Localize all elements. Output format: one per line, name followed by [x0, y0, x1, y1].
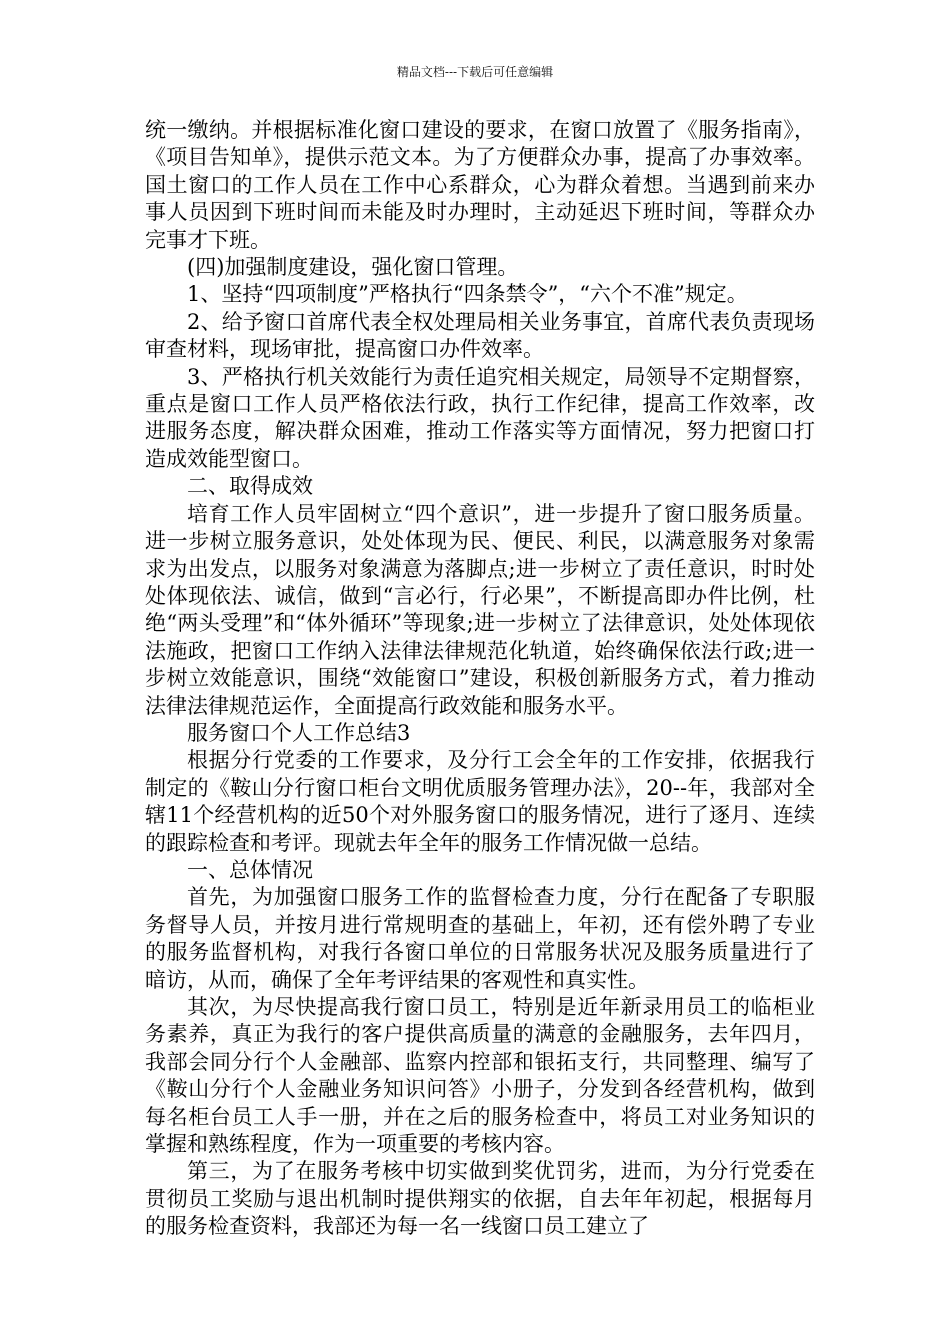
paragraph: 首先，为加强窗口服务工作的监督检查力度，分行在配备了专职服务督导人员，并按月进行常规明查的基础上，年初，还有偿外聘了专业的服务监督机构，对我行各窗口单位的日常服务状况及服务质量进行了暗访，从而，确保了全年考评结果的客观性和真实性。 — [145, 885, 815, 992]
paragraph: 其次，为尽快提高我行窗口员工，特别是近年新录用员工的临柜业务素养，真正为我行的客户提供高质量的满意的金融服务，去年四月，我部会同分行个人金融部、监察内控部和银拓支行，共同整理、编写了《鞍山分行个人金融业务知识问答》小册子，分发到各经营机构，做到每名柜台员工人手一册，并在之后的服务检查中，将员工对业务知识的掌握和熟练程度，作为一项重要的考核内容。 — [145, 995, 815, 1157]
section-heading: 二、取得成效 — [187, 474, 313, 499]
page-header: 精品文档---下载后可任意编辑 — [396, 65, 554, 79]
document-title: 服务窗口个人工作总结3 — [187, 720, 411, 745]
section-heading: (四)加强制度建设，强化窗口管理。 — [187, 255, 519, 280]
paragraph: 统一缴纳。并根据标准化窗口建设的要求，在窗口放置了《服务指南》，《项目告知单》，提供示范文本。为了方便群众办事，提高了办事效率。国土窗口的工作人员在工作中心系群众，心为群众着想。当遇到前来办事人员因到下班时间而未能及时办理时，主动延迟下班时间，等群众办完事才下班。 — [145, 118, 815, 252]
paragraph: 培育工作人员牢固树立“四个意识”，进一步提升了窗口服务质量。进一步树立服务意识，处处体现为民、便民、利民，以满意服务对象需求为出发点，以服务对象满意为落脚点;进一步树立了责任意识，时时处处体现依法、诚信，做到“言必行，行必果”，不断提高即办件比例，杜绝“两头受理”和“体外循环”等现象;进一步树立了法律意识，处处体现依法施政，把窗口工作纳入法律法律规范化轨道，始终确保依法行政;进一步树立效能意识，围绕“效能窗口”建设，积极创新服务方式，着力推动法律法律规范运作，全面提高行政效能和服务水平。 — [145, 501, 815, 718]
paragraph: 根据分行党委的工作要求，及分行工会全年的工作安排，依据我行制定的《鞍山分行窗口柜台文明优质服务管理办法》，20--年，我部对全辖11个经营机构的近50个对外服务窗口的服务情况，进行了逐月、连续的跟踪检查和考评。现就去年全年的服务工作情况做一总结。 — [145, 748, 815, 855]
paragraph: 3、严格执行机关效能行为责任追究相关规定，局领导不定期督察，重点是窗口工作人员严格依法行政，执行工作纪律，提高工作效率，改进服务态度，解决群众困难，推动工作落实等方面情况，努力把窗口打造成效能型窗口。 — [145, 364, 815, 471]
paragraph: 第三，为了在服务考核中切实做到奖优罚劣，进而，为分行党委在贯彻员工奖励与退出机制时提供翔实的依据，自去年年初起，根据每月的服务检查资料，我部还为每一名一线窗口员工建立了 — [145, 1159, 815, 1239]
paragraph: 2、给予窗口首席代表全权处理局相关业务事宜，首席代表负责现场审查材料，现场审批，提高窗口办件效率。 — [145, 309, 815, 362]
section-heading: 一、总体情况 — [187, 857, 313, 882]
paragraph: 1、坚持“四项制度”严格执行“四条禁令”，“六个不准”规定。 — [187, 282, 748, 307]
document-body — [145, 117, 815, 1241]
